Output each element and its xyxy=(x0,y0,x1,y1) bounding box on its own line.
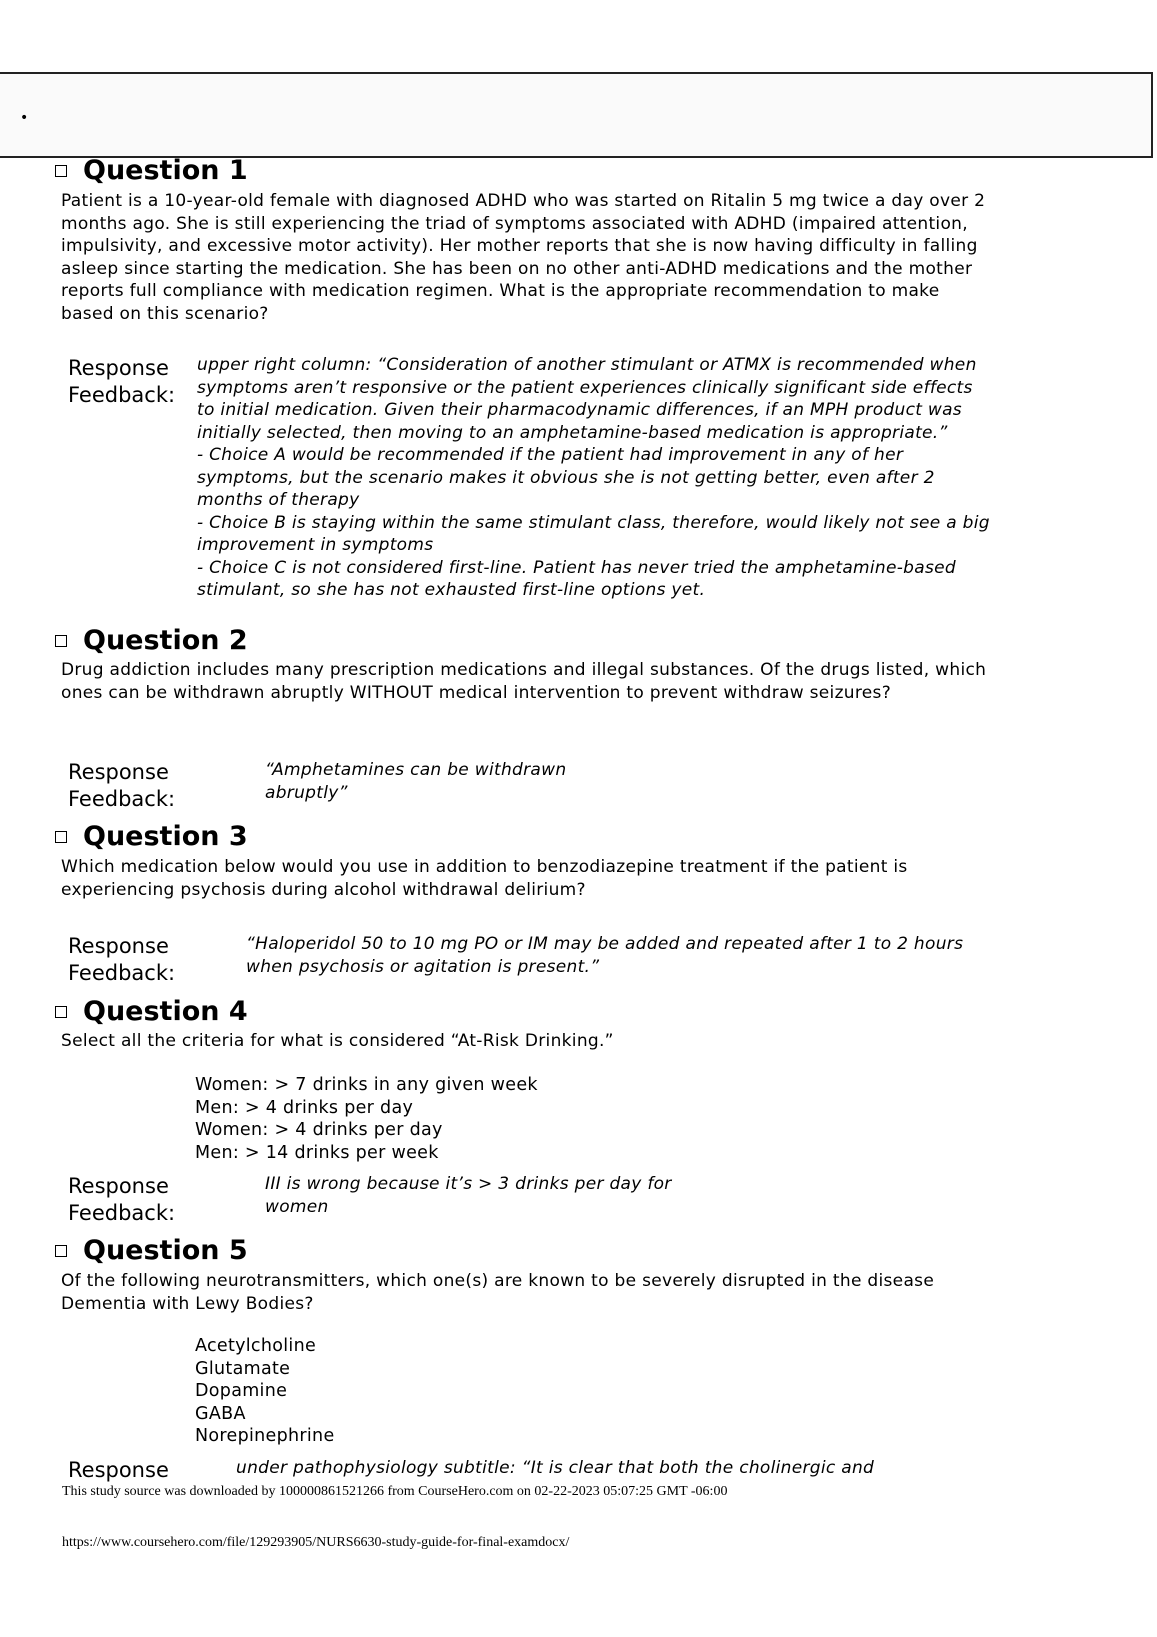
option[interactable]: GABA xyxy=(195,1403,246,1424)
question-5-heading: Question 5 xyxy=(55,1235,248,1266)
response-label: Response xyxy=(68,1458,169,1482)
option[interactable]: Glutamate xyxy=(195,1358,291,1379)
question-3-feedback: “Haloperidol 50 to 10 mg PO or IM may be added and repeated after 1 to 2 hours when psychosis or agitation is present.” xyxy=(246,934,964,977)
header-mark: • xyxy=(20,110,29,126)
option[interactable]: Men: > 14 drinks per week xyxy=(195,1142,439,1163)
checkbox-icon xyxy=(55,635,67,647)
question-5-text: Of the following neurotransmitters, which one(s) are known to be severely disrupted in the disease Dementia with Lewy Bodies? xyxy=(61,1271,935,1314)
question-5-feedback: under pathophysiology subtitle: “It is clear that both the cholinergic and xyxy=(236,1458,875,1478)
question-2-text: Drug addiction includes many prescription medications and illegal substances. Of the drugs listed, which ones can be withdrawn abruptly WITHOUT medical intervention to prevent withdraw seizures? xyxy=(61,660,987,703)
question-2-feedback: “Amphetamines can be withdrawn abruptly” xyxy=(265,760,567,803)
header-box xyxy=(0,72,1153,158)
option[interactable]: Acetylcholine xyxy=(195,1336,317,1356)
response-feedback-label: Response Feedback: xyxy=(68,760,176,811)
footer-source: This study source was downloaded by 100000861521266 from CourseHero.com on 02-22-2023 05:07:25 GMT -06:00 xyxy=(62,1484,728,1499)
question-1-feedback: upper right column: “Consideration of another stimulant or ATMX is recommended when symptoms aren’t responsive or the patient experiences clinically significant side effects to initial medication. Given their pharmacodynamic differences, if an MPH product was initially selected, then moving to an amphetamine-based medication is appropriate.” - Choice A would be recommended if the patient had improvement in any of her symptoms, but the scenario makes it obvious she is not getting better, even after 2 months of therapy - Choice B is staying within the same stimulant class, therefore, would likely not see a big improvement in symptoms - Choice C is not considered first-line. Patient has never tried the amphetamine-based stimulant, so she has not exhausted first-line options yet. xyxy=(197,355,990,600)
question-1-text: Patient is a 10-year-old female with diagnosed ADHD who was started on Ritalin 5 mg twice a day over 2 months ago. She is still experiencing the triad of symptoms associated with ADHD (impaired attention, impulsivity, and excessive motor activity). Her mother reports that she is now having difficulty in falling asleep since starting the medication. She has been on no other anti-ADHD medications and the mother reports full compliance with medication regimen. What is the appropriate recommendation to make based on this scenario? xyxy=(61,191,986,324)
response-feedback-label: Response Feedback: xyxy=(68,356,176,407)
question-4-heading: Question 4 xyxy=(55,996,248,1027)
footer-url[interactable]: https://www.coursehero.com/file/129293905/NURS6630-study-guide-for-final-examdocx/ xyxy=(62,1535,570,1550)
option[interactable]: Women: > 4 drinks per day xyxy=(195,1120,443,1140)
answer-options xyxy=(195,1335,335,1448)
question-4-text: Select all the criteria for what is considered “At-Risk Drinking.” xyxy=(61,1031,614,1051)
checkbox-icon xyxy=(55,1006,67,1018)
question-4-feedback: III is wrong because it’s > 3 drinks per day for women xyxy=(265,1174,672,1217)
response-feedback-label: Response Feedback: xyxy=(68,934,176,985)
option[interactable]: Norepinephrine xyxy=(195,1426,335,1446)
answer-options xyxy=(195,1074,538,1164)
question-3-heading: Question 3 xyxy=(55,821,248,852)
checkbox-icon xyxy=(55,1245,67,1257)
question-2-heading: Question 2 xyxy=(55,625,248,656)
option[interactable]: Men: > 4 drinks per day xyxy=(195,1097,414,1118)
option[interactable]: Dopamine xyxy=(195,1381,288,1401)
checkbox-icon xyxy=(55,831,67,843)
response-feedback-label: Response Feedback: xyxy=(68,1174,176,1225)
question-1-heading xyxy=(55,155,248,186)
question-3-text: Which medication below would you use in addition to benzodiazepine treatment if the patient is experiencing psychosis during alcohol withdrawal delirium? xyxy=(61,857,908,900)
option[interactable]: Women: > 7 drinks in any given week xyxy=(195,1075,538,1095)
checkbox-icon xyxy=(55,165,67,177)
question-title: Question 1 xyxy=(83,155,248,186)
